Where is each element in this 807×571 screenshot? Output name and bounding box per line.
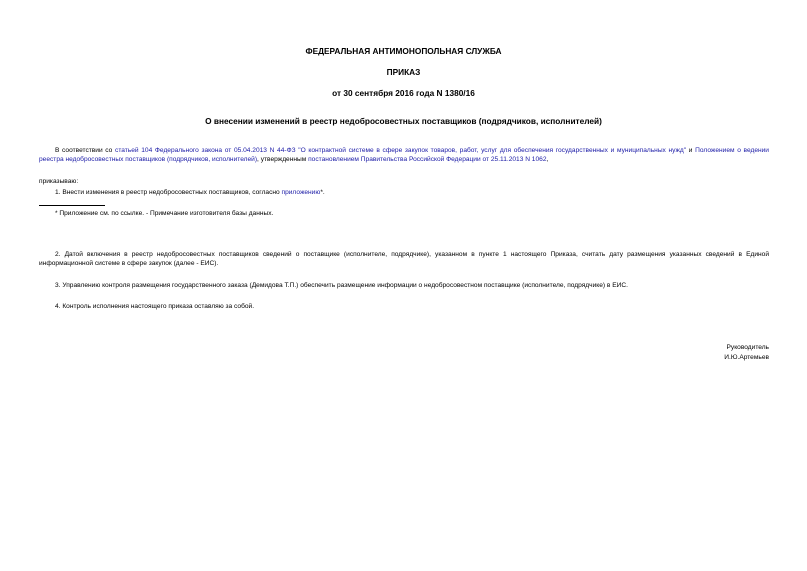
preamble-text-2: и	[686, 147, 696, 154]
order-word: приказываю:	[39, 178, 79, 185]
signatory-position: Руководитель	[726, 344, 769, 351]
appendix-link[interactable]: приложению	[281, 189, 321, 196]
preamble-text-4: ,	[546, 156, 549, 163]
doc-type: ПРИКАЗ	[386, 67, 421, 77]
signatory-name: И.Ю.Артемьев	[724, 354, 769, 361]
footnote: * Приложение см. по ссылке. - Примечание изготовителя базы данных.	[55, 210, 274, 217]
doc-date-number: от 30 сентября 2016 года N 1380/16	[332, 88, 475, 98]
footnote-divider	[39, 205, 105, 206]
government-decree-link[interactable]: постановлением Правительства Российской Федерации от 25.11.2013 N 1062	[308, 156, 547, 163]
agency-name: ФЕДЕРАЛЬНАЯ АНТИМОНОПОЛЬНАЯ СЛУЖБА	[305, 46, 502, 56]
item-3: 3. Управлению контроля размещения государственного заказа (Демидова Т.П.) обеспечить размещение информации о недобросовестном поставщике (исполнителе, подрядчике) в ЕИС.	[55, 282, 628, 289]
item-1	[55, 188, 325, 197]
preamble-text-3: , утвержденным	[257, 156, 309, 163]
law-44fz-link[interactable]: статьей 104 Федерального закона от 05.04.2013 N 44-ФЗ "О контрактной системе в сфере закупок товаров, работ, услуг для обеспечения государственных и муниципальных нужд"	[115, 147, 687, 154]
preamble-text-1: В соответствии со	[55, 147, 116, 154]
item-4: 4. Контроль исполнения настоящего приказа оставляю за собой.	[55, 303, 255, 310]
registry-regulation-link[interactable]: Положением о ведении реестра недобросовестных поставщиков (подрядчиков, исполнителей)	[39, 147, 769, 163]
item-2: 2. Датой включения в реестр недобросовестных поставщиков сведений о поставщике (исполнителе, подрядчике), указанном в пункте 1 настоящего Приказа, считать дату размещения указанных сведений в Единой информационной системе в сфере закупок (далее - ЕИС).	[39, 251, 769, 267]
item-1-text: 1. Внести изменения в реестр недобросовестных поставщиков, согласно	[55, 189, 282, 196]
preamble-paragraph	[39, 146, 769, 164]
doc-title: О внесении изменений в реестр недобросовестных поставщиков (подрядчиков, исполнителей)	[205, 116, 602, 126]
item-1-suffix: *.	[320, 189, 325, 196]
